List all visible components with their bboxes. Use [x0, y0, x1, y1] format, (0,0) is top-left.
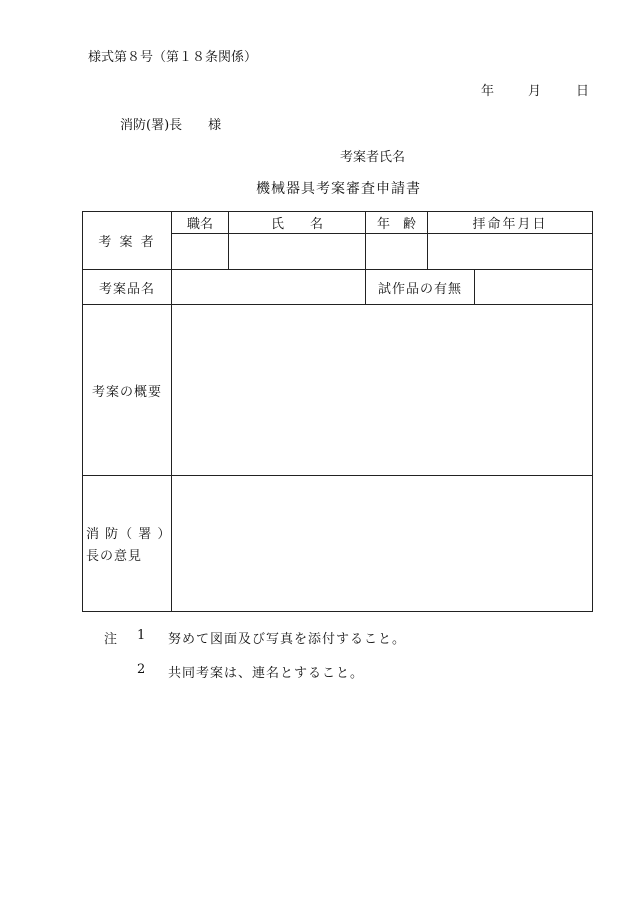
date-year-label: 年	[481, 84, 495, 99]
name-header: 氏 名	[270, 217, 323, 232]
form-number: 様式第８号（第１８条関係）	[88, 50, 258, 65]
table-line-header	[171, 233, 593, 234]
date-month-label: 月	[528, 84, 542, 99]
opinion-label-line1: 消 防（ 署 ）	[86, 527, 172, 542]
summary-label: 考案の概要	[91, 384, 162, 400]
note-prefix: 注	[104, 632, 118, 647]
proposer-label: 考 案 者	[98, 235, 156, 250]
opinion-label-line2: 長の意見	[86, 549, 143, 564]
table-line-row3	[82, 475, 593, 476]
note-1-text: 努めて図面及び写真を添付すること。	[168, 632, 407, 647]
table-line-prototype-col	[474, 269, 475, 304]
note-2-number: 2	[137, 662, 146, 677]
prototype-label: 試作品の有無	[377, 281, 462, 297]
table-border-bottom	[82, 611, 593, 612]
appointment-date-header: 拝命年月日	[472, 217, 548, 232]
note-2-text: 共同考案は、連名とすること。	[168, 666, 365, 681]
age-header: 年 齢	[376, 217, 416, 232]
addressee: 消防(署)長 様	[120, 118, 222, 133]
document-title: 機械器具考案審査申請書	[256, 181, 421, 197]
date-day-label: 日	[576, 84, 590, 99]
note-1-number: 1	[137, 628, 146, 643]
opinion-label	[86, 524, 171, 568]
item-name-label: 考案品名	[98, 281, 155, 297]
table-border-right	[592, 211, 593, 612]
proposer-name-label: 考案者氏名	[340, 150, 406, 165]
position-header: 職名	[186, 217, 213, 232]
